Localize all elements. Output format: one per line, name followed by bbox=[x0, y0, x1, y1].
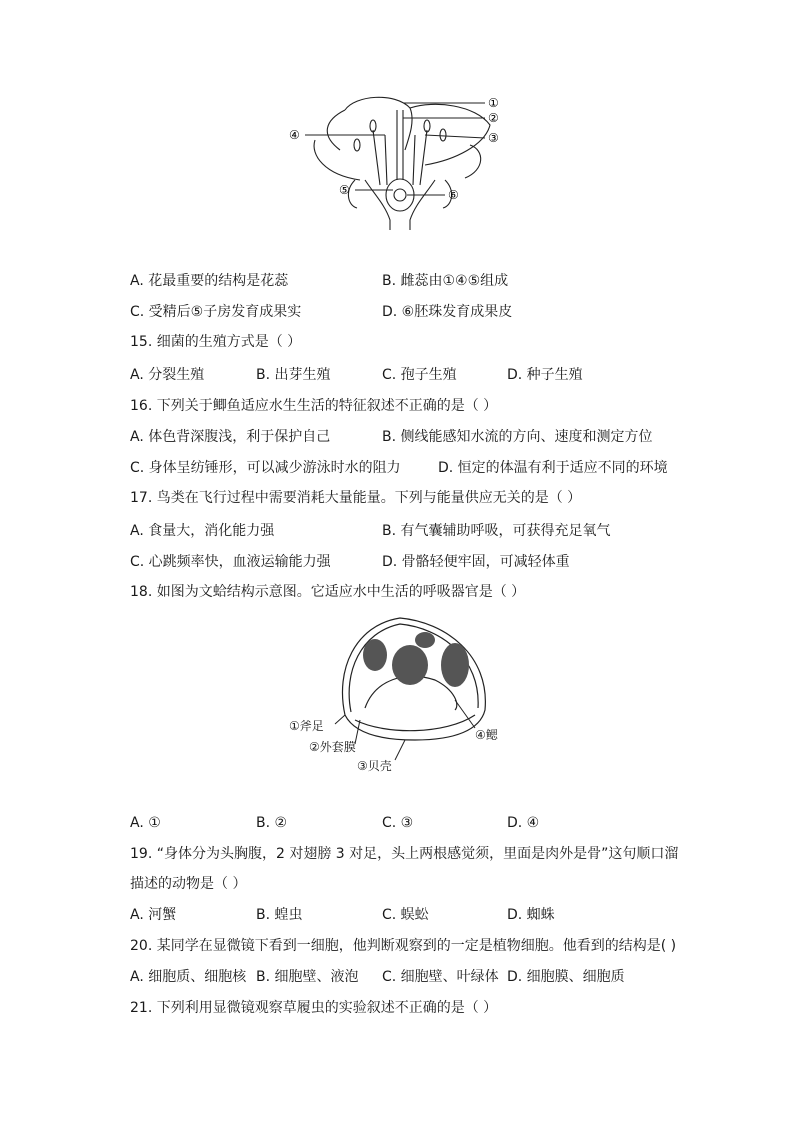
q18-option-b: B. ② bbox=[256, 815, 288, 831]
q14-option-a: A. 花最重要的结构是花蕊 bbox=[130, 273, 289, 289]
clam-label-mantle: ②外套膜 bbox=[309, 740, 356, 754]
q21-stem: 21. 下列利用显微镜观察草履虫的实验叙述不正确的是（ ） bbox=[130, 1000, 498, 1016]
q17-stem: 17. 鸟类在飞行过程中需要消耗大量能量。下列与能量供应无关的是（ ） bbox=[130, 490, 582, 506]
flower-label-1: ① bbox=[488, 96, 499, 110]
clam-label-foot: ①斧足 bbox=[289, 719, 324, 733]
q17-option-c: C. 心跳频率快，血液运输能力强 bbox=[130, 554, 331, 570]
q18-option-d: D. ④ bbox=[507, 815, 540, 831]
q16-stem: 16. 下列关于鲫鱼适应水生生活的特征叙述不正确的是（ ） bbox=[130, 398, 498, 414]
q14-option-c: C. 受精后⑤子房发育成果实 bbox=[130, 304, 302, 320]
q19-option-a: A. 河蟹 bbox=[130, 907, 177, 923]
q16-option-a: A. 体色背深腹浅，利于保护自己 bbox=[130, 429, 331, 445]
q16-option-c: C. 身体呈纺锤形，可以减少游泳时水的阻力 bbox=[130, 460, 401, 476]
q19-stem-line1: 19. “身体分为头胸腹，2 对翅膀 3 对足，头上两根感觉须，里面是肉外是骨”这句顺口溜 bbox=[130, 846, 679, 862]
q19-stem-line2: 描述的动物是（ ） bbox=[130, 876, 247, 892]
flower-label-4: ④ bbox=[289, 128, 300, 142]
q18-option-c: C. ③ bbox=[382, 815, 414, 831]
q15-option-d: D. 种子生殖 bbox=[507, 367, 583, 383]
q14-option-b: B. 雌蕊由①④⑤组成 bbox=[382, 273, 509, 289]
clam-label-shell: ③贝壳 bbox=[357, 759, 392, 773]
q19-option-c: C. 蜈蚣 bbox=[382, 907, 429, 923]
flower-label-2: ② bbox=[488, 111, 499, 125]
q15-stem: 15. 细菌的生殖方式是（ ） bbox=[130, 334, 302, 350]
flower-label-3: ③ bbox=[488, 131, 499, 145]
q17-option-a: A. 食量大，消化能力强 bbox=[130, 523, 275, 539]
q18-option-a: A. ① bbox=[130, 815, 161, 831]
q17-option-d: D. 骨骼轻便牢固，可减轻体重 bbox=[382, 554, 570, 570]
q15-option-b: B. 出芽生殖 bbox=[256, 367, 331, 383]
q20-option-c: C. 细胞壁、叶绿体 bbox=[382, 969, 499, 985]
flower-label-6: ⑥ bbox=[448, 188, 459, 202]
flower-label-5: ⑤ bbox=[339, 183, 350, 197]
q20-option-d: D. 细胞膜、细胞质 bbox=[507, 969, 625, 985]
q18-stem: 18. 如图为文蛤结构示意图。它适应水中生活的呼吸器官是（ ） bbox=[130, 584, 526, 600]
clam-label-gill: ④鳃 bbox=[475, 728, 498, 742]
q16-option-b: B. 侧线能感知水流的方向、速度和测定方位 bbox=[382, 429, 653, 445]
q19-option-b: B. 蝗虫 bbox=[256, 907, 303, 923]
q14-option-d: D. ⑥胚珠发育成果皮 bbox=[382, 304, 513, 320]
q20-stem: 20. 某同学在显微镜下看到一细胞，他判断观察到的一定是植物细胞。他看到的结构是( ) bbox=[130, 938, 677, 954]
q15-option-a: A. 分裂生殖 bbox=[130, 367, 205, 383]
q16-option-d: D. 恒定的体温有利于适应不同的环境 bbox=[438, 460, 668, 476]
q17-option-b: B. 有气囊辅助呼吸，可获得充足氧气 bbox=[382, 523, 611, 539]
q19-option-d: D. 蜘蛛 bbox=[507, 907, 555, 923]
flower-diagram bbox=[285, 90, 515, 235]
q20-option-b: B. 细胞壁、液泡 bbox=[256, 969, 359, 985]
q20-option-a: A. 细胞质、细胞核 bbox=[130, 969, 247, 985]
q15-option-c: C. 孢子生殖 bbox=[382, 367, 457, 383]
